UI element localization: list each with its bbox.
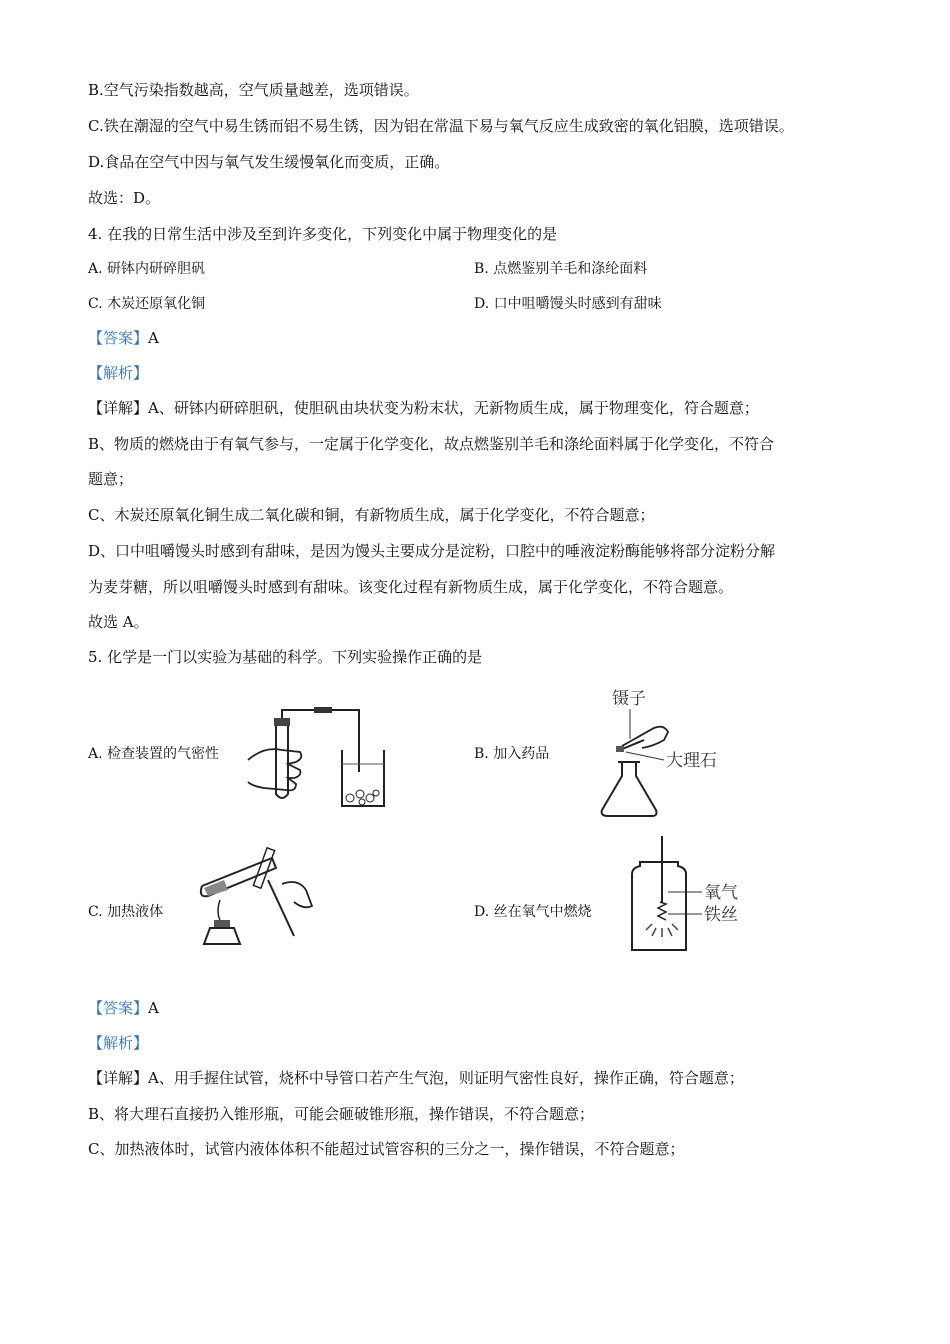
q4-detail-5: D、口中咀嚼馒头时感到有甜味，是因为馒头主要成分是淀粉，口腔中的唾液淀粉酶能够将部分淀粉分解 <box>88 542 776 560</box>
label-oxygen: 氧气 <box>704 883 738 903</box>
text-line: B.空气污染指数越高，空气质量越差，选项错误。 <box>88 81 419 99</box>
q5-option-a: A. 检查装置的气密性 <box>88 746 220 762</box>
q4-answer <box>88 328 159 348</box>
detail-tag: 【详解】 <box>88 399 149 417</box>
figure-heating-liquid <box>194 840 324 950</box>
answer-value: A <box>148 999 159 1017</box>
figure-airtightness-check <box>244 702 394 812</box>
question-5-stem: 5. 化学是一门以实验为基础的科学。下列实验操作正确的是 <box>88 648 483 666</box>
text-line: D.食品在空气中因与氧气发生缓慢氧化而变质，正确。 <box>88 153 450 171</box>
q5-analysis-tag: 【解析】 <box>88 1034 149 1052</box>
q4-option-b: B. 点燃鉴别羊毛和涤纶面料 <box>474 261 648 277</box>
q5-option-b: B. 加入药品 <box>474 746 550 762</box>
detail-text: A、研钵内研碎胆矾，使胆矾由块状变为粉末状，无新物质生成，属于物理变化，符合题意； <box>148 399 759 417</box>
detail-tag: 【详解】 <box>88 1069 149 1087</box>
answer-tag: 【答案】 <box>88 999 149 1017</box>
q4-detail-2: B、物质的燃烧由于有氧气参与，一定属于化学变化，故点燃鉴别羊毛和涤纶面料属于化学变化，不符合 <box>88 435 775 453</box>
q4-option-d: D. 口中咀嚼馒头时感到有甜味 <box>474 296 662 312</box>
q4-detail-6: 为麦芽糖，所以咀嚼馒头时感到有甜味。该变化过程有新物质生成，属于化学变化，不符合题意。 <box>88 578 734 596</box>
q4-option-c: C. 木炭还原氧化铜 <box>88 296 206 312</box>
q5-detail-3: C、加热液体时，试管内液体体积不能超过试管容积的三分之一，操作错误，不符合题意； <box>88 1140 685 1158</box>
label-tweezers: 镊子 <box>612 689 646 709</box>
label-iron-wire: 铁丝 <box>704 905 738 925</box>
q5-detail-2: B、将大理石直接扔入锥形瓶，可能会砸破锥形瓶，操作错误，不符合题意； <box>88 1105 595 1123</box>
q4-conclusion: 故选 A。 <box>88 613 149 631</box>
text-line: 故选：D。 <box>88 189 161 207</box>
q5-option-c: C. 加热液体 <box>88 904 164 920</box>
q5-option-d: D. 丝在氧气中燃烧 <box>474 904 592 920</box>
q4-detail-3: 题意； <box>88 470 134 488</box>
detail-text: A、用手握住试管，烧杯中导管口若产生气泡，则证明气密性良好，操作正确，符合题意； <box>148 1069 744 1087</box>
q5-detail-1 <box>88 1068 744 1088</box>
q4-analysis-tag: 【解析】 <box>88 364 149 382</box>
answer-value: A <box>148 329 159 347</box>
q4-detail-1 <box>88 398 759 418</box>
q5-answer <box>88 998 159 1018</box>
answer-tag: 【答案】 <box>88 329 149 347</box>
question-4-stem: 4. 在我的日常生活中涉及至到许多变化，下列变化中属于物理变化的是 <box>88 225 558 243</box>
label-marble: 大理石 <box>666 751 717 771</box>
q4-option-a: A. 研钵内研碎胆矾 <box>88 261 206 277</box>
text-line: C.铁在潮湿的空气中易生锈而铝不易生锈，因为铝在常温下易与氧气反应生成致密的氧化铝膜，选项错误。 <box>88 117 794 135</box>
figure-iron-combustion <box>622 836 772 956</box>
q4-detail-4: C、木炭还原氧化铜生成二氧化碳和铜，有新物质生成，属于化学变化，不符合题意； <box>88 506 655 524</box>
figure-adding-reagent <box>594 684 754 819</box>
